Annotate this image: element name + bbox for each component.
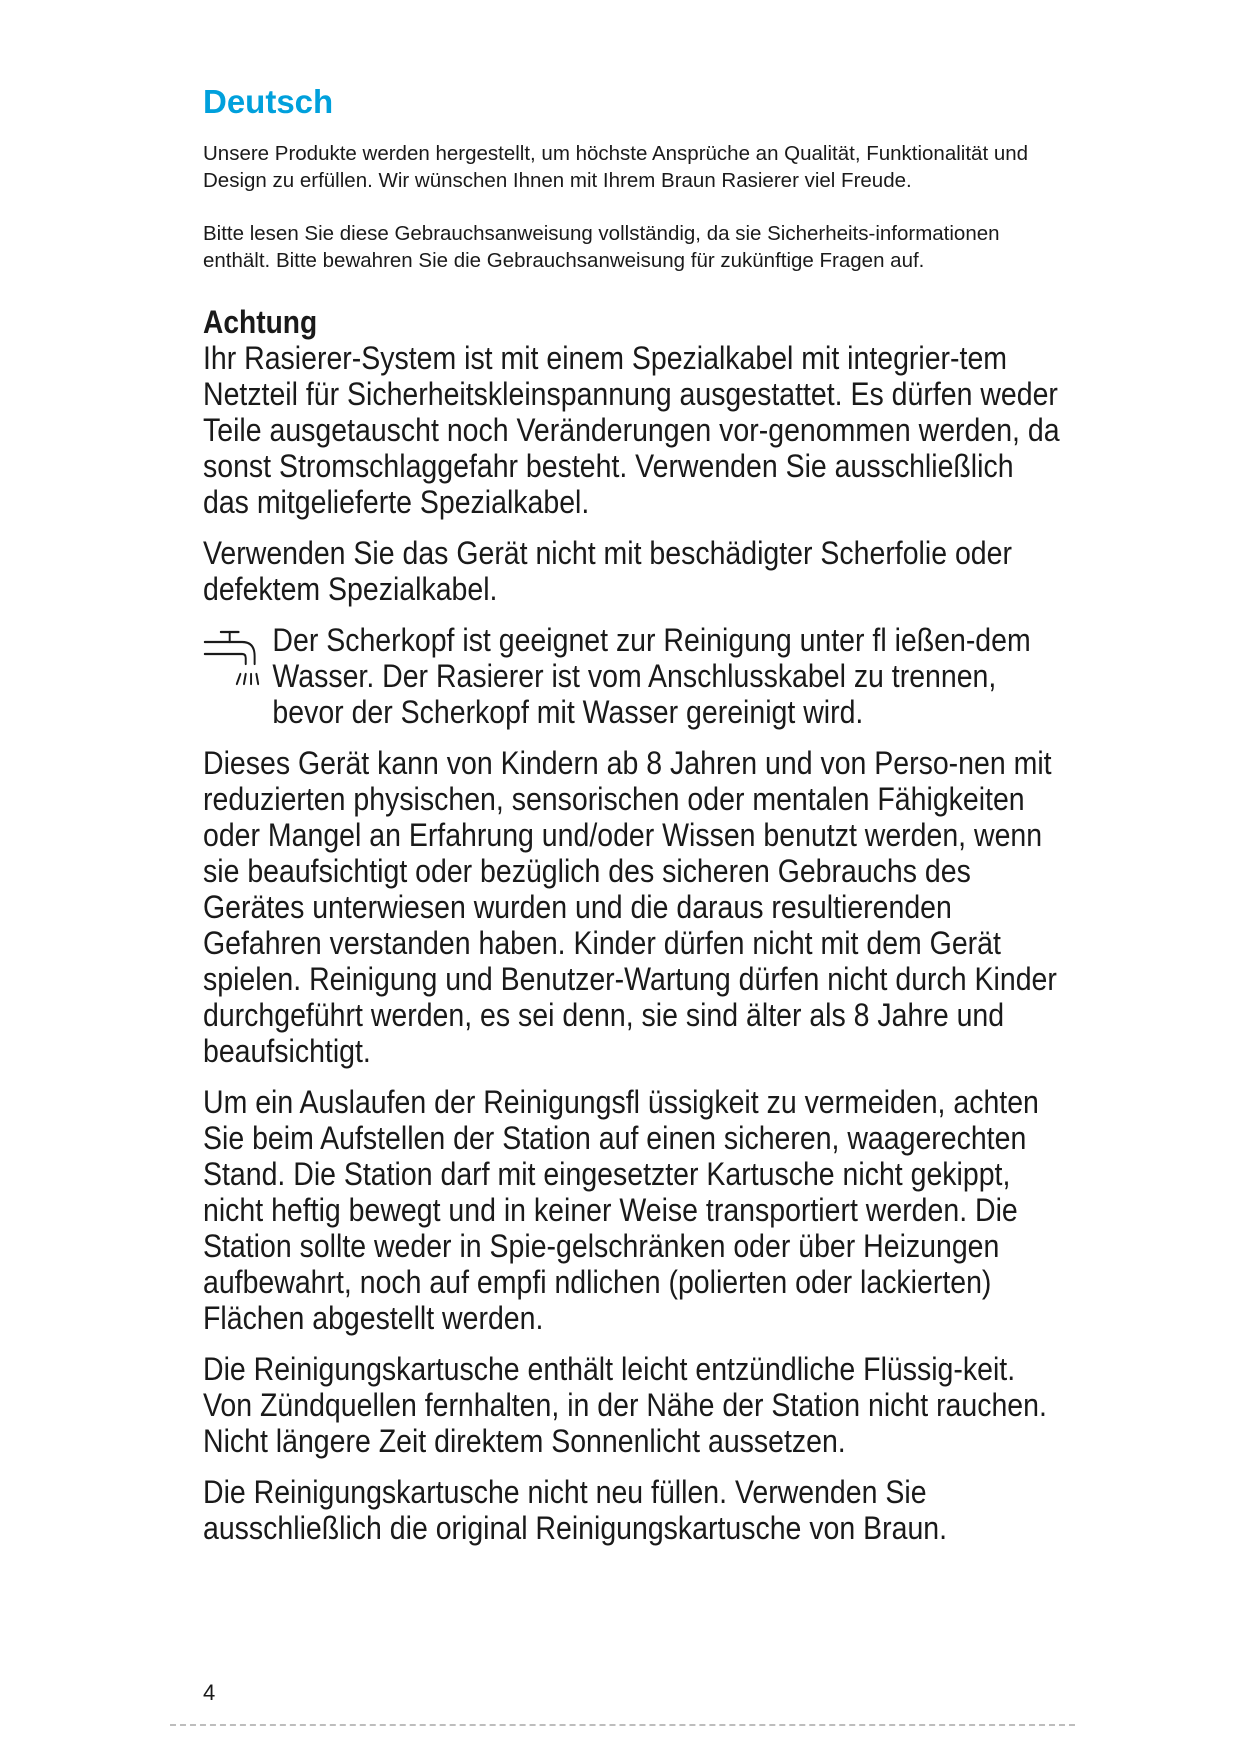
page-number: 4 [203,1680,216,1705]
warning-paragraph-children: Dieses Gerät kann von Kindern ab 8 Jahren und von Perso-nen mit reduzierten physischen, sensorischen oder mentalen Fähigkeiten oder Mangel an Erfahrung und/oder Wissen benutzt werden, wenn sie beaufsichtigt oder bezüglich des sicheren Gebrauchs des Gerätes unterwiesen wurden und die daraus resultierenden Gefahren verstanden haben. Kinder dürfen nicht mit dem Gerät spielen. Reinigung und Benutzer-Wartung dürfen nicht durch Kinder durchgeführt werden, es sei denn, sie sind älter als 8 Jahre und beaufsichtigt. [203,745,1057,1070]
warning-paragraph-flammable: Die Reinigungskartusche enthält leicht entzündliche Flüssig-keit. Von Zündquellen fernhalten, in der Nähe der Station nicht rauchen. Nicht längere Zeit direktem Sonnenlicht aussetzen. [203,1351,1047,1460]
intro-paragraph-2: Bitte lesen Sie diese Gebrauchsanweisung vollständig, da sie Sicherheits-informationen enthält. Bitte bewahren Sie die Gebrauchsanweisung für zukünftige Fragen auf. [203,222,1000,273]
footer-divider [170,1724,1075,1726]
warning-water-row [203,622,1060,730]
warning-paragraph-refill: Die Reinigungskartusche nicht neu füllen. Verwenden Sie ausschließlich die original Reinigungskartusche von Braun. [203,1474,948,1547]
intro-paragraph-1: Unsere Produkte werden hergestellt, um höchste Ansprüche an Qualität, Funktionalität und Design zu erfüllen. Wir wünschen Ihnen mit Ihrem Braun Rasierer viel Freude. [203,142,1029,193]
warning-paragraph-water: Der Scherkopf ist geeignet zur Reinigung unter fl ießen-dem Wasser. Der Rasierer ist vom Anschlusskabel zu trennen, bevor der Scherkopf mit Wasser gereinigt wird. [272,622,1031,731]
warning-body [203,340,1060,1546]
warning-paragraph-station: Um ein Auslaufen der Reinigungsfl üssigkeit zu vermeiden, achten Sie beim Aufstellen der Station auf einen sicheren, waagerechten Stand. Die Station darf mit eingesetzter Kartusche nicht gekippt, nicht heftig bewegt und in keiner Weise transportiert werden. Die Station sollte weder in Spie-gelschränken oder über Heizungen aufbewahrt, noch auf empfi ndlichen (polierten oder lackierten) Flächen abgestellt werden. [203,1084,1039,1337]
document-page [203,84,1063,1546]
warning-paragraph-cable: Ihr Rasierer-System ist mit einem Spezialkabel mit integrier-tem Netzteil für Sicherheitskleinspannung ausgestattet. Es dürfen weder Teile ausgetauscht noch Veränderungen vor-genommen werden, da sonst Stromschlaggefahr besteht. Verwenden Sie ausschließlich das mitgelieferte Spezialkabel. [203,340,1060,521]
warning-section [203,304,1063,1546]
language-heading: Deutsch [203,83,334,120]
warning-title: Achtung [203,304,318,341]
warning-paragraph-damaged: Verwenden Sie das Gerät nicht mit beschädigter Scherfolie oder defektem Spezialkabel. [203,535,1012,608]
water-tap-icon [203,628,272,692]
